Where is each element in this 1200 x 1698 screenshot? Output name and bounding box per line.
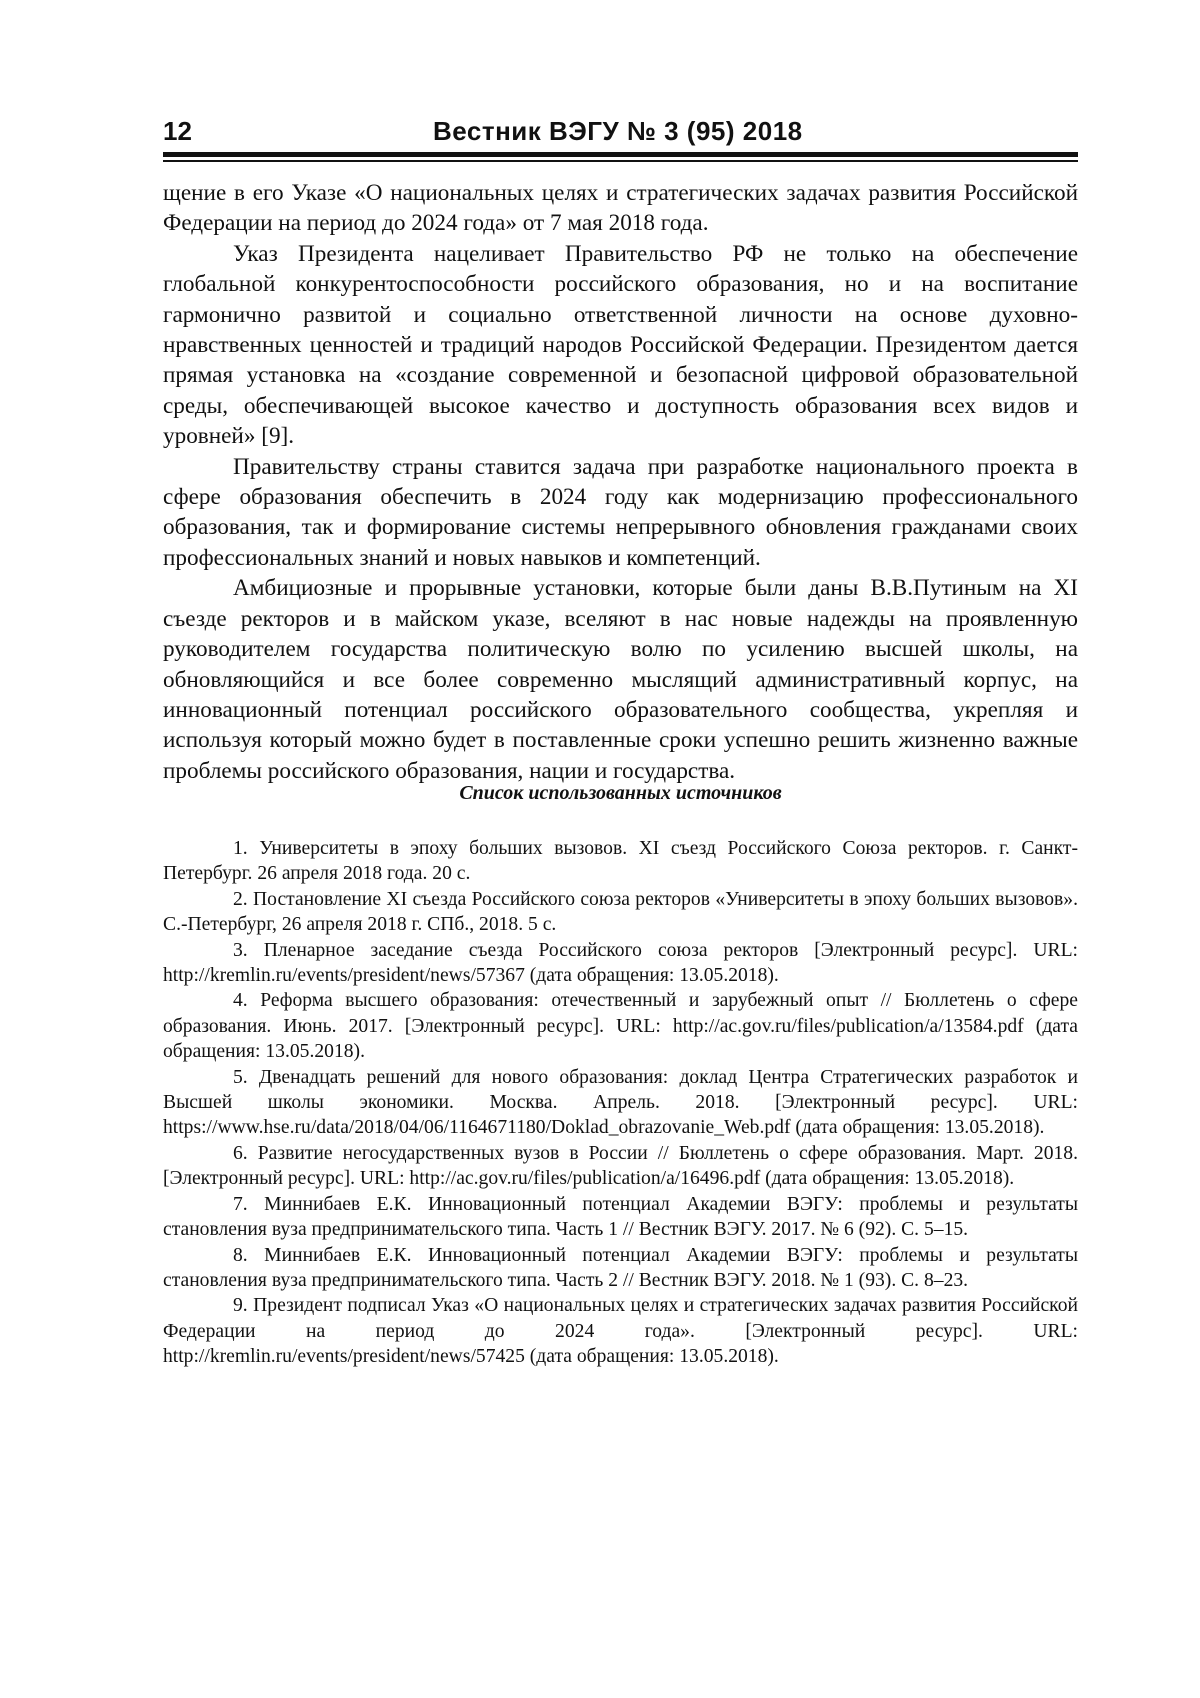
reference-item: 9. Президент подписал Указ «О национальных целях и стратегических задачах развития Российской Федерации на период до 2024 года». [Электронный ресурс]. URL: http://kremlin.ru/events/president/news/57425 (дата обращения: 13.05.2018). xyxy=(163,1295,1078,1368)
body-paragraph: Правительству страны ставится задача при разработке национального проекта в сфере образования обеспечить в 2024 году как модернизацию профессионального образования, так и формирование системы непрерывного обновления гражданами своих профессиональных знаний и новых навыков и компетенций. xyxy=(163,453,1078,571)
reference-item: 3. Пленарное заседание съезда Российского союза ректоров [Электронный ресурс]. URL: http://kremlin.ru/events/president/news/57367 (дата обращения: 13.05.2018). xyxy=(163,939,1078,987)
reference-item: 8. Миннибаев Е.К. Инновационный потенциал Академии ВЭГУ: проблемы и результаты становления вуза предпринимательского типа. Часть 2 // Вестник ВЭГУ. 2018. № 1 (93). С. 8–23. xyxy=(163,1244,1078,1291)
page-number: 12 xyxy=(163,116,192,146)
reference-item: 5. Двенадцать решений для нового образования: доклад Центра Стратегических разработок и Высшей школы экономики. Москва. Апрель. 2018. [Электронный ресурс]. URL: https://www.hse.ru/data/2018/04/06/1164671180/Doklad_obrazovanie_Web.pdf (дата обращения: 13.05.2018). xyxy=(163,1066,1078,1139)
reference-item: 6. Развитие негосударственных вузов в России // Бюллетень о сфере образования. Март. 2018. [Электронный ресурс]. URL: http://ac.gov.ru/files/publication/a/16496.pdf (дата обращения: 13.05.2018). xyxy=(163,1142,1078,1190)
journal-title: Вестник ВЭГУ № 3 (95) 2018 xyxy=(433,116,803,146)
references-list xyxy=(163,836,1078,1370)
running-header xyxy=(163,116,1078,150)
references-heading: Список использованных источников xyxy=(459,782,782,804)
article-body xyxy=(163,178,1078,786)
reference-item: 2. Постановление XI съезда Российского союза ректоров «Университеты в эпоху больших вызовов». С.-Петербург, 26 апреля 2018 г. СПб., 2018. 5 с. xyxy=(163,888,1078,936)
header-rule-thin xyxy=(163,160,1078,162)
body-paragraph: Указ Президента нацеливает Правительство РФ не только на обеспечение глобальной конкурентоспособности российского образования, но и на воспитание гармонично развитой и социально ответственной личности на основе духовно-нравственных ценностей и традиций народов Российской Федерации. Президентом дается прямая установка на «создание современной и безопасной цифровой образовательной среды, обеспечивающей высокое качество и доступность образования всех видов и уровней» [9]. xyxy=(163,240,1078,450)
reference-item: 1. Университеты в эпоху больших вызовов. XI съезд Российского Союза ректоров. г. Санкт-Петербург. 26 апреля 2018 года. 20 с. xyxy=(163,838,1078,885)
reference-item: 7. Миннибаев Е.К. Инновационный потенциал Академии ВЭГУ: проблемы и результаты становления вуза предпринимательского типа. Часть 1 // Вестник ВЭГУ. 2017. № 6 (92). С. 5–15. xyxy=(163,1193,1078,1241)
reference-item: 4. Реформа высшего образования: отечественный и зарубежный опыт // Бюллетень о сфере образования. Июнь. 2017. [Электронный ресурс]. URL: http://ac.gov.ru/files/publication/a/13584.pdf (дата обращения: 13.05.2018). xyxy=(163,990,1078,1063)
body-paragraph: щение в его Указе «О национальных целях и стратегических задачах развития Российской Федерации на период до 2024 года» от 7 мая 2018 года. xyxy=(163,180,1078,237)
body-paragraph: Амбициозные и прорывные установки, которые были даны В.В.Путиным на XI съезде ректоров и в майском указе, вселяют в нас новые надежды на проявленную руководителем государства политическую волю по усилению высшей школы, на обновляющийся и все более современно мыслящий административный корпус, на инновационный потенциал российского образовательного сообщества, укрепляя и используя который можно будет в поставленные сроки успешно решить жизненно важные проблемы российского образования, нации и государства. xyxy=(163,575,1078,784)
header-rule-thick xyxy=(163,152,1078,157)
